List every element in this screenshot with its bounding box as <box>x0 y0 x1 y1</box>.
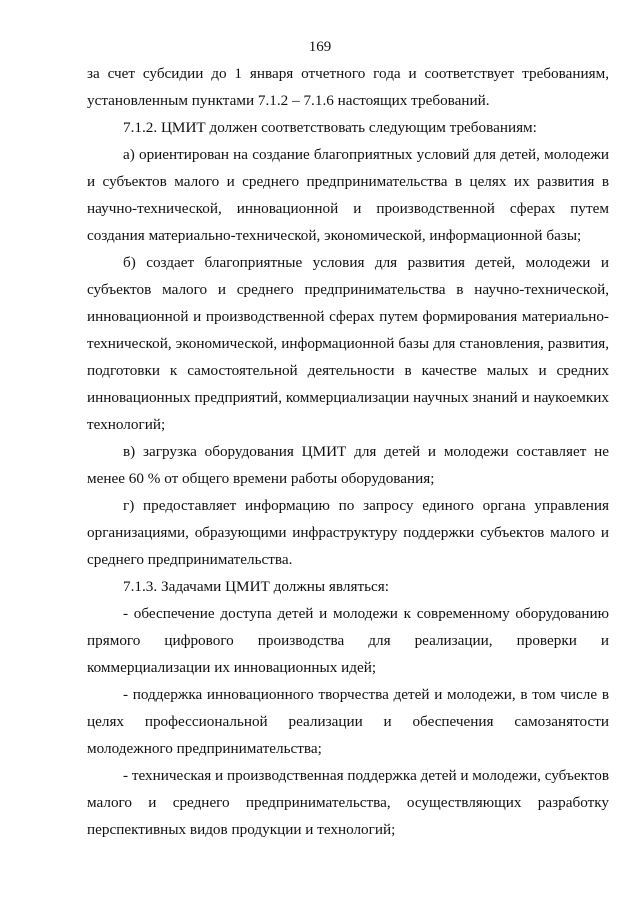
document-body <box>87 60 609 843</box>
paragraph-task-support: - поддержка инновационного творчества детей и молодежи, в том числе в целях профессиональной реализации и обеспечения самозанятости молодежного предпринимательства; <box>87 686 609 757</box>
paragraph-item-b: б) создает благоприятные условия для развития детей, молодежи и субъектов малого и среднего предпринимательства в научно-технической, инновационной и производственной сферах путем формирования материально-технической, экономической, информационной базы для становления, развития, подготовки к самостоятельной деятельности в качестве малых и средних инновационных предприятий, коммерциализации научных знаний и наукоемких технологий; <box>87 254 609 433</box>
page-number: 169 <box>308 39 332 55</box>
paragraph-task-technical: - техническая и производственная поддержка детей и молодежи, субъектов малого и среднего предпринимательства, осуществляющих разработку перспективных видов продукции и технологий; <box>87 767 609 838</box>
paragraph-task-access: - обеспечение доступа детей и молодежи к современному оборудованию прямого цифрового производства для реализации, проверки и коммерциализации их инновационных идей; <box>87 605 609 676</box>
paragraph-item-g: г) предоставляет информацию по запросу единого органа управления организациями, образующими инфраструктуру поддержки субъектов малого и среднего предпринимательства. <box>87 497 609 568</box>
paragraph-item-v: в) загрузка оборудования ЦМИТ для детей и молодежи составляет не менее 60 % от общего времени работы оборудования; <box>87 443 609 487</box>
paragraph-continuation: за счет субсидии до 1 января отчетного года и соответствует требованиям, установленным пунктами 7.1.2 – 7.1.6 настоящих требований. <box>87 65 609 109</box>
paragraph-item-a: а) ориентирован на создание благоприятных условий для детей, молодежи и субъектов малого и среднего предпринимательства в целях их развития в научно-технической, инновационной и производственной сферах путем создания материально-технической, экономической, информационной базы; <box>87 146 609 244</box>
paragraph-7-1-2-heading: 7.1.2. ЦМИТ должен соответствовать следующим требованиям: <box>123 119 537 136</box>
paragraph-7-1-3-heading: 7.1.3. Задачами ЦМИТ должны являться: <box>123 578 389 595</box>
